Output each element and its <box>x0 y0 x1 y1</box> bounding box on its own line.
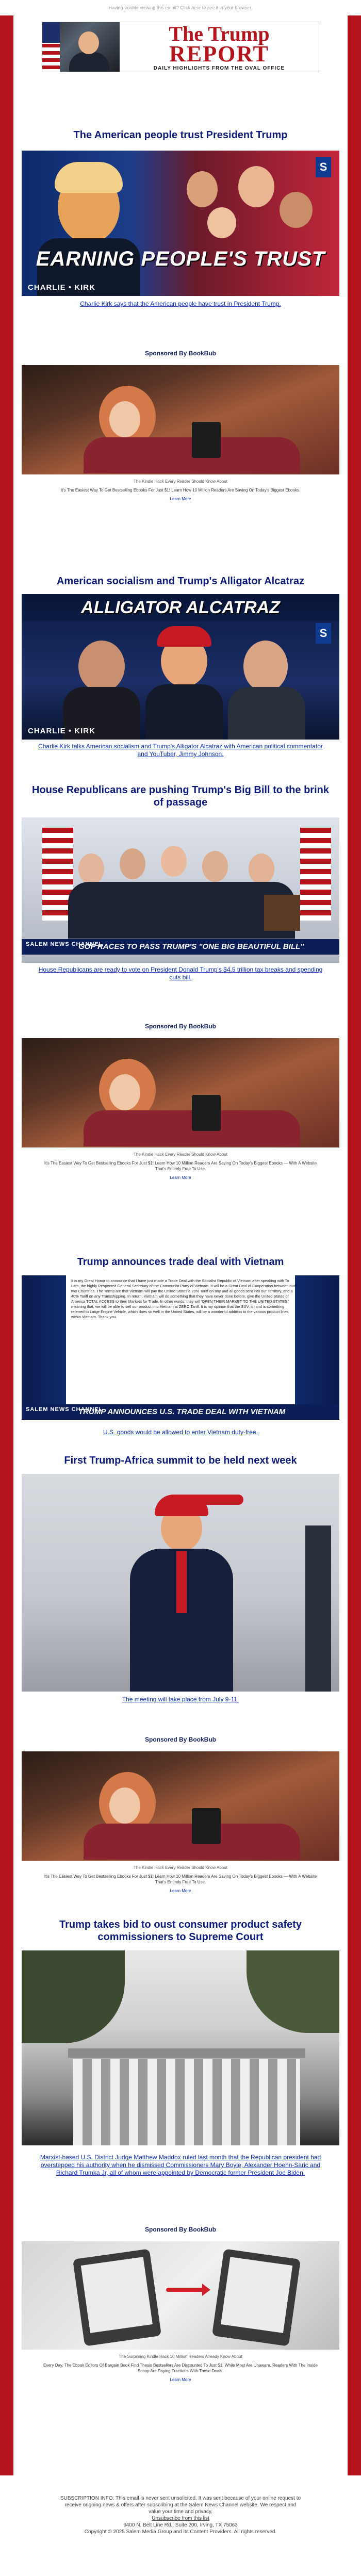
story-1-caption-wrap <box>13 300 348 308</box>
story-caption[interactable]: Charlie Kirk talks American socialism and Trump's Alligator Alcatraz with American political commentator and YouTuber, Jimmy Johnson. <box>38 743 323 758</box>
crowd-face <box>280 192 313 228</box>
postal-address: 6400 N. Belt Line Rd., Suite 200, Irving, TX 75063 <box>123 2522 238 2528</box>
sponsor-label: Sponsored By BookBub <box>144 2226 216 2233</box>
ad-image[interactable] <box>22 365 339 474</box>
flag-icon <box>42 22 60 72</box>
lawmaker-face <box>120 848 145 879</box>
ad-2-text <box>13 1152 348 1180</box>
learn-more-link[interactable]: Learn More <box>170 2377 191 2382</box>
story-3-caption-wrap <box>13 966 348 981</box>
email-body <box>13 15 348 2475</box>
story-6-image-wrap[interactable] <box>13 1950 348 2145</box>
ad-4-image-wrap[interactable] <box>13 2241 348 2350</box>
left-panel <box>22 1275 66 1404</box>
subscription-info: receive ongoing news & offers after subscribing at the Salem News Channel website. We respect and <box>64 2502 297 2508</box>
story-image[interactable] <box>22 1950 339 2145</box>
reader-face <box>109 1787 140 1824</box>
masthead-photo <box>42 22 120 72</box>
story-image[interactable] <box>22 817 339 963</box>
ad-2-image-wrap[interactable] <box>13 1038 348 1147</box>
ereader-device <box>212 2249 301 2346</box>
learn-more-link[interactable]: Learn More <box>170 497 191 501</box>
arrow-head-icon <box>202 2284 210 2296</box>
masthead-banner[interactable] <box>42 22 319 72</box>
ad-3-text <box>13 1865 348 1894</box>
ad-caption: The Kindle Hack Every Reader Should Know About <box>134 479 227 484</box>
hair-shape <box>55 162 123 193</box>
building-pediment <box>68 2048 305 2058</box>
image-overlay-text: EARNING PEOPLE'S TRUST <box>36 248 325 270</box>
ad-1 <box>13 350 348 357</box>
learn-more-link[interactable]: Learn More <box>170 1889 191 1893</box>
story-headline[interactable]: American socialism and Trump's Alligator Alcatraz <box>56 576 305 587</box>
ereader-device <box>73 2249 161 2346</box>
story-4 <box>13 1256 348 1268</box>
ad-3-image-wrap[interactable] <box>13 1751 348 1861</box>
ad-4 <box>13 2226 348 2233</box>
story-headline[interactable]: The American people trust President Trump <box>73 129 288 141</box>
person-head <box>78 31 99 54</box>
email-frame <box>0 15 361 2475</box>
ad-caption: The Kindle Hack Every Reader Should Know About <box>134 1152 227 1157</box>
crowd-face <box>238 166 274 207</box>
brand-tag: CHARLIE • KIRK <box>28 727 95 735</box>
brand-tag: SALEM NEWS CHANNEL <box>26 1406 103 1413</box>
crowd-face <box>187 171 218 207</box>
red-cap-icon <box>157 626 211 647</box>
masthead-subtitle: DAILY HIGHLIGHTS FROM THE OVAL OFFICE <box>153 65 285 71</box>
unsubscribe-link[interactable]: Unsubscribe from this list <box>152 2516 209 2521</box>
suit-group-shape <box>68 882 295 939</box>
ad-description: It's The Easiest Way To Get Bestselling Ebooks For Just $1! Learn How 10 Million Readers Are Saving On Today's Biggest Ebooks. <box>60 488 301 493</box>
statement-text: It is my Great Honor to announce that I have just made a Trade Deal with the Socialist Republic of Vietnam after speaking with To Lam, the highly Respected General Secretary of the Communist Party of Vietnam. It will be a Great Deal of Cooperation between our two Countries. The Terms are that Vietnam will pay the United States a 20% Tariff on any and all goods sent into our Territory, and a 40% Tariff on any Transshipping. In return, Vietnam will do something that they have never done before, give the United States of America TOTAL ACCESS to their Markets for Trade. In other words, they will 'OPEN THEIR MARKET TO THE UNITED STATES,' meaning that, we will be able to sell our product into Vietnam at ZERO Tariff. It is my opinion that the SUV, is, and is something referred to Large Engine Vehicle, which does so well in the United States, will be a wonderful addition to the various product lines within Vietnam. Thank you. <box>71 1278 296 1319</box>
story-headline[interactable]: Trump takes bid to oust consumer product safety commissioners to Supreme Court <box>59 1919 302 1943</box>
ad-4-text <box>13 2354 348 2383</box>
story-headline[interactable]: First Trump-Africa summit to be held next week <box>64 1455 297 1466</box>
story-caption[interactable]: House Republicans are ready to vote on President Donald Trump's $4.5 trillion tax breaks and spending cuts bill. <box>38 966 323 981</box>
lawmaker-face <box>78 854 104 884</box>
reader-face <box>109 401 140 437</box>
suit-shape <box>228 687 305 740</box>
story-image[interactable] <box>22 1275 339 1423</box>
ad-description: Every Day, The Ebook Editors Of Bargain Book Find Thesis Bestsellers Are Discounted To Just $1. While Most Are Unaware, Readers With The Inside Scoop Are Paying Fractions With These Deals. <box>43 2363 318 2373</box>
story-caption[interactable]: Charlie Kirk says that the American people have trust in President Trump. <box>80 300 281 307</box>
story-image[interactable] <box>22 594 339 740</box>
sponsor-label: Sponsored By BookBub <box>144 350 216 357</box>
brand-tag: CHARLIE • KIRK <box>28 283 95 292</box>
story-headline[interactable]: House Republicans are pushing Trump's Big Bill to the brink of passage <box>32 784 329 808</box>
story-2 <box>13 575 348 587</box>
arrow-icon <box>166 2288 207 2292</box>
ereader-screen <box>81 2257 153 2333</box>
story-3-image-wrap[interactable] <box>13 817 348 963</box>
tie-shape <box>176 1551 187 1613</box>
right-panel <box>295 1275 339 1404</box>
masthead-title: The Trump <box>169 22 270 45</box>
image-overlay-text: ALLIGATOR ALCATRAZ <box>22 594 339 621</box>
ad-image[interactable] <box>22 2241 339 2350</box>
story-2-caption-wrap <box>13 743 348 758</box>
ad-1-text <box>13 479 348 502</box>
story-caption[interactable]: Marxist-based U.S. District Judge Matthew Maddox ruled last month that the Republican president had overstepped his authority when he dismissed Commissioners Mary Boyle, Alexander Hoehn-Saric and Richard Trumka Jr, all of whom were appointed by Democratic former President Joe Biden. <box>40 2154 321 2176</box>
lawmaker-face <box>249 854 274 884</box>
story-1 <box>13 129 348 141</box>
sponsor-label: Sponsored By BookBub <box>144 1736 216 1743</box>
story-4-image-wrap[interactable] <box>13 1275 348 1423</box>
email-footer <box>0 2495 361 2535</box>
story-1-image-wrap[interactable] <box>13 151 348 296</box>
tablet-icon <box>192 1095 221 1131</box>
network-logo-icon: S <box>316 157 331 177</box>
story-caption[interactable]: U.S. goods would be allowed to enter Vietnam duty-free. <box>103 1429 258 1436</box>
story-5-caption-wrap <box>13 1696 348 1703</box>
brand-tag: SALEM NEWS CHANNEL <box>26 941 103 947</box>
person-silhouette <box>69 52 109 72</box>
foliage-shape <box>22 1950 125 2043</box>
lawmaker-face <box>161 846 187 877</box>
story-4-caption-wrap <box>13 1429 348 1436</box>
story-caption[interactable]: The meeting will take place from July 9-11. <box>122 1696 239 1703</box>
flag-icon <box>300 828 331 921</box>
story-2-image-wrap[interactable] <box>13 594 348 740</box>
lawmaker-face <box>202 851 228 882</box>
copyright-notice: Copyright © 2025 Salem Media Group and its Content Providers. All rights reserved. <box>84 2529 277 2535</box>
masthead-text <box>120 22 319 72</box>
story-6-caption-wrap <box>13 2154 348 2177</box>
sponsor-label: Sponsored By BookBub <box>144 1023 216 1030</box>
ad-caption: The Surprising Kindle Hack 10 Million Readers Already Know About <box>119 2354 242 2359</box>
cap-brim <box>176 1495 243 1505</box>
story-headline[interactable]: Trump announces trade deal with Vietnam <box>77 1256 284 1268</box>
preheader-link[interactable]: Having trouble viewing this email? Click here to see it in your browser. <box>108 5 253 10</box>
subscription-info: SUBSCRIPTION INFO: This email is never sent unsolicited. It was sent because of your online request to <box>60 2496 301 2501</box>
suit-shape <box>145 684 223 740</box>
subscription-info: value your time and privacy. <box>149 2509 212 2515</box>
ad-caption: The Kindle Hack Every Reader Should Know About <box>134 1865 227 1870</box>
foliage-shape <box>247 1950 339 2033</box>
ad-1-image-wrap[interactable] <box>13 365 348 474</box>
masthead-title-report: REPORT <box>169 41 269 67</box>
ereader-screen <box>221 2257 292 2333</box>
ad-description: It's The Easiest Way To Get Bestselling Ebooks For Just $1! Learn How 10 Million Readers Are Saving On Today's Biggest Ebooks — With A Website That's Entirely Free To Use. <box>44 1161 317 1171</box>
ad-3 <box>13 1736 348 1743</box>
story-image[interactable] <box>22 1474 339 1692</box>
podium-shape <box>264 895 300 931</box>
story-image[interactable] <box>22 151 339 296</box>
guest-face <box>243 641 288 692</box>
tablet-icon <box>192 422 221 458</box>
reader-face <box>109 1074 140 1110</box>
story-3 <box>13 784 348 809</box>
ad-image[interactable] <box>22 1038 339 1147</box>
story-5 <box>13 1454 348 1467</box>
ad-description: It's The Easiest Way To Get Bestselling Ebooks For Just $1! Learn How 10 Million Readers Are Saving On Today's Biggest Ebooks — With A Website That's Entirely Free To Use. <box>44 1874 317 1884</box>
tablet-icon <box>192 1808 221 1844</box>
crowd-face <box>207 207 236 238</box>
image-overlay-text: GOP RACES TO PASS TRUMP'S "ONE BIG BEAUTIFUL BILL" <box>22 939 339 955</box>
story-5-image-wrap[interactable] <box>13 1474 348 1692</box>
ad-image[interactable] <box>22 1751 339 1861</box>
building-columns <box>73 2059 300 2145</box>
ad-2 <box>13 1023 348 1030</box>
aircraft-door <box>305 1525 331 1692</box>
network-logo-icon: S <box>316 623 331 644</box>
guest-face <box>78 641 125 692</box>
learn-more-link[interactable]: Learn More <box>170 1175 191 1180</box>
image-overlay-text: TRUMP ANNOUNCES U.S. TRADE DEAL WITH VIETNAM <box>22 1404 339 1420</box>
story-6 <box>13 1918 348 1943</box>
